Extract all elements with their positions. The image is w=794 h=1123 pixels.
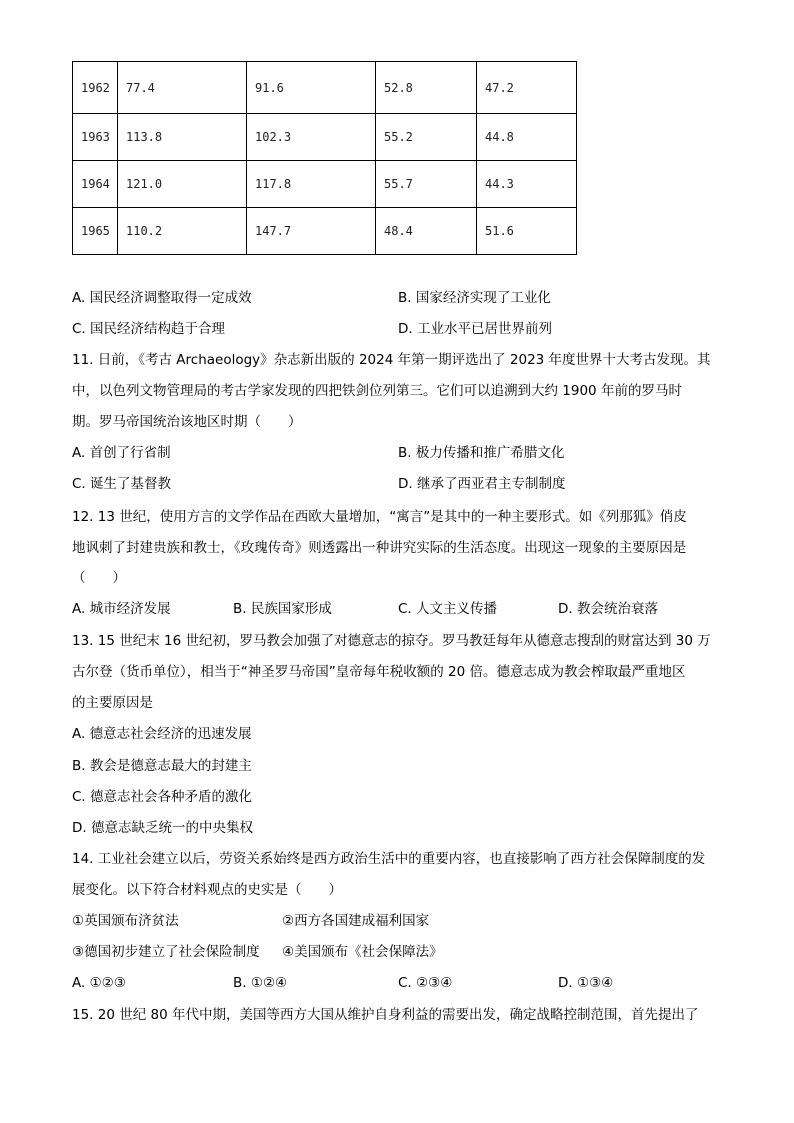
q14-item-2: ②西方各国建成福利国家 bbox=[282, 913, 430, 929]
q11-stem-line: 期。罗马帝国统治该地区时期（ ） bbox=[72, 414, 302, 430]
q14-option-a: A. ①②③ bbox=[72, 975, 126, 991]
table-cell: 1963 bbox=[73, 114, 118, 161]
table-row bbox=[73, 161, 577, 208]
q11-option-a: A. 首创了行省制 bbox=[72, 445, 171, 461]
q13-option-d: D. 德意志缺乏统一的中央集权 bbox=[72, 820, 253, 836]
q15-stem-line: 15. 20 世纪 80 年代中期，美国等西方大国从维护自身利益的需要出发，确定战略控制范围，首先提出了 bbox=[72, 1007, 699, 1023]
table-cell: 1965 bbox=[73, 208, 118, 255]
table-row bbox=[73, 208, 577, 255]
table-cell: 117.8 bbox=[247, 161, 376, 208]
data-table bbox=[72, 61, 577, 255]
table-cell: 102.3 bbox=[247, 114, 376, 161]
q13-option-a: A. 德意志社会经济的迅速发展 bbox=[72, 726, 252, 742]
q14-option-d: D. ①③④ bbox=[558, 975, 614, 991]
table-cell: 91.6 bbox=[247, 62, 376, 114]
q10-option-a: A. 国民经济调整取得一定成效 bbox=[72, 290, 252, 306]
q13-stem-line: 古尔登（货币单位），相当于“神圣罗马帝国”皇帝每年税收额的 20 倍。德意志成为教会榨取最严重地区 bbox=[72, 664, 686, 680]
q11-option-b: B. 极力传播和推广希腊文化 bbox=[398, 445, 565, 461]
table-cell: 47.2 bbox=[477, 62, 577, 114]
q12-option-c: C. 人文主义传播 bbox=[398, 601, 498, 617]
q10-option-b: B. 国家经济实现了工业化 bbox=[398, 290, 551, 306]
q14-option-c: C. ②③④ bbox=[398, 975, 453, 991]
table-cell: 121.0 bbox=[118, 161, 247, 208]
q12-stem-line: 地讽刺了封建贵族和教士，《玫瑰传奇》则透露出一种讲究实际的生活态度。出现这一现象的主要原因是 bbox=[72, 540, 687, 556]
q13-option-c: C. 德意志社会各种矛盾的激化 bbox=[72, 789, 253, 805]
q13-option-b: B. 教会是德意志最大的封建主 bbox=[72, 758, 252, 774]
table-cell: 1964 bbox=[73, 161, 118, 208]
table-cell: 51.6 bbox=[477, 208, 577, 255]
q12-stem-line: 12. 13 世纪，使用方言的文学作品在西欧大量增加，“寓言”是其中的一种主要形式。如《列那狐》俏皮 bbox=[72, 509, 687, 525]
q11-stem-line: 11. 日前，《考古 Archaeology》杂志新出版的 2024 年第一期评选出了 2023 年度世界十大考古发现。其 bbox=[72, 352, 711, 368]
q11-stem-line: 中，以色列文物管理局的考古学家发现的四把铁剑位列第三。它们可以追溯到大约 1900 年前的罗马时 bbox=[72, 383, 682, 399]
q14-item-1: ①英国颁布济贫法 bbox=[72, 913, 179, 929]
table-cell: 44.8 bbox=[477, 114, 577, 161]
table-cell: 77.4 bbox=[118, 62, 247, 114]
q14-stem-line: 展变化。以下符合材料观点的史实是（ ） bbox=[72, 882, 342, 898]
q12-option-a: A. 城市经济发展 bbox=[72, 601, 171, 617]
table-cell: 1962 bbox=[73, 62, 118, 114]
q13-stem-line: 13. 15 世纪末 16 世纪初，罗马教会加强了对德意志的掠夺。罗马教廷每年从德意志搜刮的财富达到 30 万 bbox=[72, 633, 711, 649]
q14-item-3: ③德国初步建立了社会保险制度 bbox=[72, 944, 260, 960]
table-cell: 147.7 bbox=[247, 208, 376, 255]
q12-option-b: B. 民族国家形成 bbox=[233, 601, 332, 617]
table-cell: 44.3 bbox=[477, 161, 577, 208]
table-cell: 52.8 bbox=[376, 62, 477, 114]
table-cell: 55.2 bbox=[376, 114, 477, 161]
table-cell: 110.2 bbox=[118, 208, 247, 255]
q14-item-4: ④美国颁布《社会保障法》 bbox=[282, 944, 443, 960]
table-row bbox=[73, 62, 577, 114]
table-cell: 48.4 bbox=[376, 208, 477, 255]
q12-option-d: D. 教会统治衰落 bbox=[558, 601, 658, 617]
q11-option-d: D. 继承了西亚君主专制制度 bbox=[398, 476, 566, 492]
q10-option-c: C. 国民经济结构趋于合理 bbox=[72, 321, 226, 337]
q13-stem-line: 的主要原因是 bbox=[72, 695, 153, 711]
q14-option-b: B. ①②④ bbox=[233, 975, 288, 991]
q12-stem-line: （ ） bbox=[72, 570, 126, 586]
table-cell: 55.7 bbox=[376, 161, 477, 208]
q14-stem-line: 14. 工业社会建立以后，劳资关系始终是西方政治生活中的重要内容，也直接影响了西方社会保障制度的发 bbox=[72, 851, 706, 867]
table-row bbox=[73, 114, 577, 161]
q11-option-c: C. 诞生了基督教 bbox=[72, 476, 172, 492]
table-cell: 113.8 bbox=[118, 114, 247, 161]
q10-option-d: D. 工业水平已居世界前列 bbox=[398, 321, 552, 337]
